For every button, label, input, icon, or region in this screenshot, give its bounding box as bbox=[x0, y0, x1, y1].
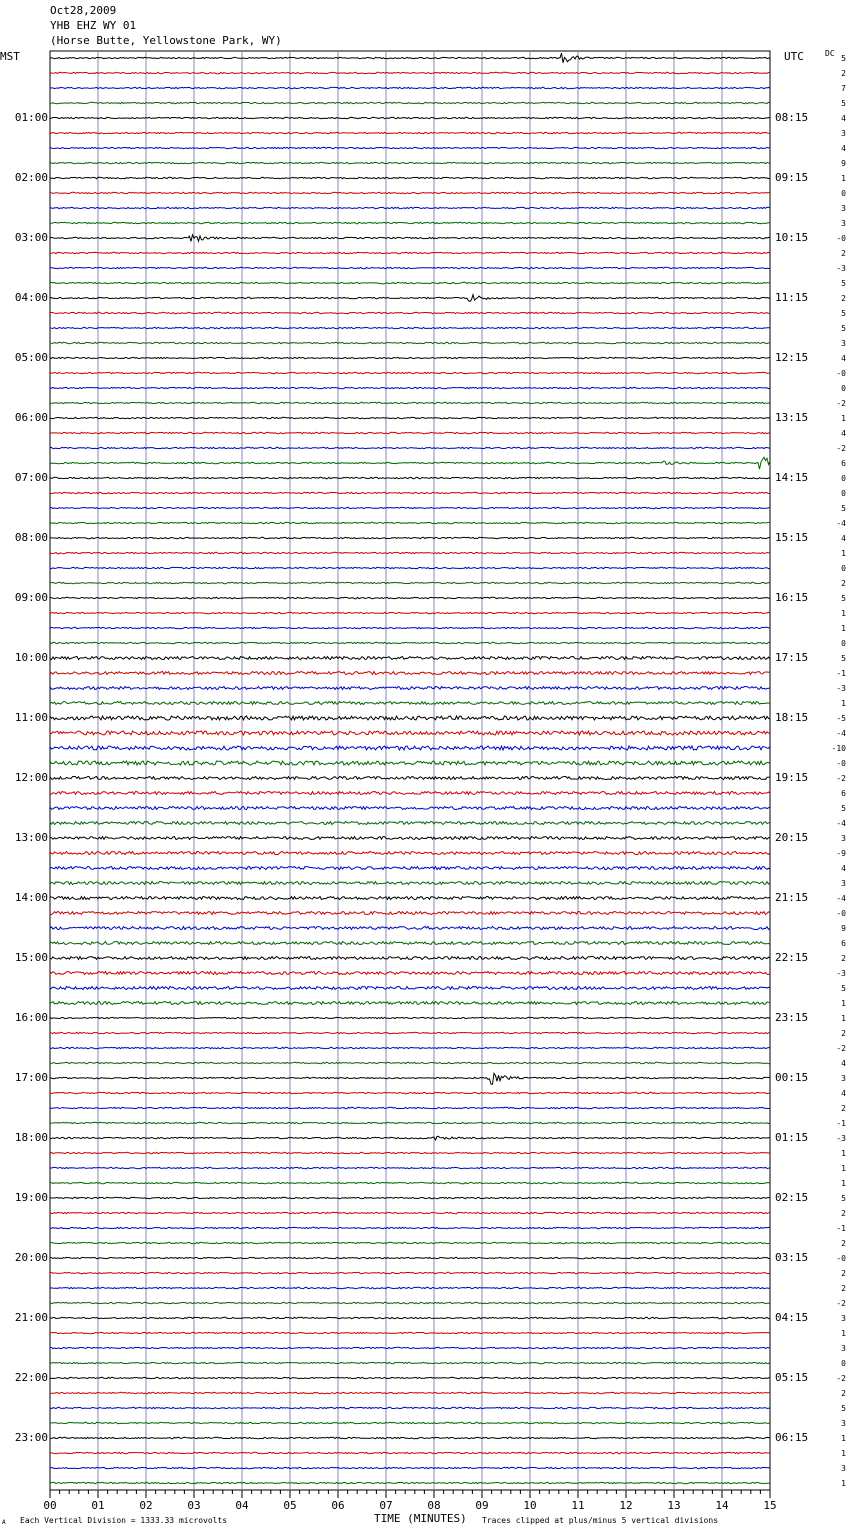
left-hour-label: 16:00 bbox=[14, 1011, 48, 1024]
dc-offset-label: 5 bbox=[841, 504, 846, 513]
trace-row bbox=[50, 1407, 770, 1408]
trace-row bbox=[50, 837, 770, 840]
dc-offset-label: 1 bbox=[841, 999, 846, 1008]
left-hour-label: 03:00 bbox=[14, 231, 48, 244]
trace-row bbox=[50, 235, 770, 242]
x-tick-label: 05 bbox=[283, 1499, 297, 1512]
dc-offset-label: -0 bbox=[836, 759, 846, 768]
left-hour-label: 07:00 bbox=[14, 471, 48, 484]
right-hour-label: 13:15 bbox=[775, 411, 809, 424]
trace-row bbox=[50, 702, 770, 705]
x-tick-label: 13 bbox=[667, 1499, 681, 1512]
trace-row bbox=[50, 1002, 770, 1005]
right-hour-label: 05:15 bbox=[775, 1371, 809, 1384]
trace-row bbox=[50, 1197, 770, 1198]
left-hour-label: 11:00 bbox=[14, 711, 48, 724]
trace-row bbox=[50, 822, 770, 825]
dc-offset-label: 2 bbox=[841, 294, 846, 303]
trace-row bbox=[50, 1062, 770, 1063]
dc-offset-label: 5 bbox=[841, 309, 846, 318]
dc-offset-label: -0 bbox=[836, 1254, 846, 1263]
dc-offset-label: -2 bbox=[836, 1044, 846, 1053]
dc-offset-label: 5 bbox=[841, 594, 846, 603]
dc-offset-label: 5 bbox=[841, 804, 846, 813]
right-hour-label: 04:15 bbox=[775, 1311, 809, 1324]
left-hour-label: 19:00 bbox=[14, 1191, 48, 1204]
dc-header-label: DC bbox=[825, 49, 835, 58]
trace-row bbox=[50, 1167, 770, 1168]
right-hour-label: 17:15 bbox=[775, 651, 809, 664]
dc-offset-label: -3 bbox=[836, 264, 846, 273]
dc-offset-label: 4 bbox=[841, 864, 846, 873]
dc-offset-label: 5 bbox=[841, 324, 846, 333]
dc-offset-label: -4 bbox=[836, 819, 846, 828]
dc-offset-label: -5 bbox=[836, 714, 846, 723]
dc-offset-label: 2 bbox=[841, 579, 846, 588]
dc-offset-label: -3 bbox=[836, 969, 846, 978]
trace-row bbox=[50, 492, 770, 493]
right-hour-label: 11:15 bbox=[775, 291, 809, 304]
trace-row bbox=[50, 852, 770, 855]
dc-offset-label: 4 bbox=[841, 534, 846, 543]
dc-offset-label: 6 bbox=[841, 789, 846, 798]
right-hour-label: 15:15 bbox=[775, 531, 809, 544]
trace-row bbox=[50, 746, 770, 750]
trace-row bbox=[50, 1017, 770, 1018]
left-hour-label: 20:00 bbox=[14, 1251, 48, 1264]
trace-row bbox=[50, 282, 770, 283]
trace-row bbox=[50, 957, 770, 960]
dc-offset-label: 5 bbox=[841, 54, 846, 63]
left-hour-label: 17:00 bbox=[14, 1071, 48, 1084]
trace-row bbox=[50, 867, 770, 870]
left-hour-label: 02:00 bbox=[14, 171, 48, 184]
dc-offset-label: 6 bbox=[841, 459, 846, 468]
dc-offset-label: -3 bbox=[836, 684, 846, 693]
dc-offset-label: 3 bbox=[841, 1314, 846, 1323]
dc-offset-label: 1 bbox=[841, 699, 846, 708]
dc-offset-label: -2 bbox=[836, 1299, 846, 1308]
trace-row bbox=[50, 342, 770, 343]
trace-row bbox=[50, 1122, 770, 1123]
dc-offset-label: 3 bbox=[841, 1464, 846, 1473]
dc-offset-label: 2 bbox=[841, 1029, 846, 1038]
trace-row bbox=[50, 477, 770, 478]
dc-offset-label: 1 bbox=[841, 1164, 846, 1173]
trace-row bbox=[50, 162, 770, 163]
x-tick-label: 12 bbox=[619, 1499, 633, 1512]
trace-row bbox=[50, 927, 770, 930]
trace-row bbox=[50, 612, 770, 613]
header-date: Oct28,2009 bbox=[50, 4, 117, 17]
trace-row bbox=[50, 507, 770, 508]
dc-offset-label: -2 bbox=[836, 774, 846, 783]
trace-row bbox=[50, 627, 770, 628]
left-hour-label: 12:00 bbox=[14, 771, 48, 784]
left-hour-label: 14:00 bbox=[14, 891, 48, 904]
trace-row bbox=[50, 537, 770, 538]
dc-offset-label: 5 bbox=[841, 984, 846, 993]
clip-note: Traces clipped at plus/minus 5 vertical divisions bbox=[482, 1516, 719, 1525]
trace-row bbox=[50, 402, 770, 403]
trace-row bbox=[50, 1287, 770, 1288]
left-hour-label: 23:00 bbox=[14, 1431, 48, 1444]
dc-offset-label: 3 bbox=[841, 129, 846, 138]
right-hour-label: 02:15 bbox=[775, 1191, 809, 1204]
dc-offset-label: 0 bbox=[841, 384, 846, 393]
dc-offset-label: 2 bbox=[841, 1269, 846, 1278]
dc-offset-label: 0 bbox=[841, 189, 846, 198]
dc-offset-label: 3 bbox=[841, 1344, 846, 1353]
dc-offset-label: -9 bbox=[836, 849, 846, 858]
right-hour-label: 03:15 bbox=[775, 1251, 809, 1264]
trace-row bbox=[50, 132, 770, 133]
dc-offset-label: 9 bbox=[841, 159, 846, 168]
trace-row bbox=[50, 117, 770, 118]
dc-offset-label: 4 bbox=[841, 114, 846, 123]
x-tick-label: 10 bbox=[523, 1499, 537, 1512]
dc-offset-label: 2 bbox=[841, 1389, 846, 1398]
dc-offset-label: 0 bbox=[841, 564, 846, 573]
dc-offset-label: 1 bbox=[841, 1179, 846, 1188]
trace-row bbox=[50, 731, 770, 735]
dc-offset-label: 5 bbox=[841, 1404, 846, 1413]
dc-offset-label: 1 bbox=[841, 549, 846, 558]
x-tick-label: 00 bbox=[43, 1499, 57, 1512]
trace-row bbox=[50, 457, 770, 469]
trace-row bbox=[50, 1332, 770, 1333]
dc-offset-label: -10 bbox=[831, 744, 846, 753]
trace-row bbox=[50, 1107, 770, 1108]
dc-offset-label: -1 bbox=[836, 1119, 846, 1128]
dc-offset-label: -1 bbox=[836, 1224, 846, 1233]
trace-row bbox=[50, 1047, 770, 1048]
trace-row bbox=[50, 327, 770, 328]
dc-offset-label: 1 bbox=[841, 609, 846, 618]
right-hour-label: 20:15 bbox=[775, 831, 809, 844]
trace-row bbox=[50, 252, 770, 253]
trace-row bbox=[50, 761, 770, 765]
trace-row bbox=[50, 1073, 770, 1084]
dc-offset-label: 6 bbox=[841, 939, 846, 948]
dc-offset-label: 2 bbox=[841, 1104, 846, 1113]
trace-row bbox=[50, 147, 770, 148]
right-hour-label: 21:15 bbox=[775, 891, 809, 904]
right-hour-label: 18:15 bbox=[775, 711, 809, 724]
trace-row bbox=[50, 1377, 770, 1378]
dc-offset-label: 3 bbox=[841, 1074, 846, 1083]
dc-offset-label: 9 bbox=[841, 924, 846, 933]
trace-row bbox=[50, 567, 770, 568]
dc-offset-label: 4 bbox=[841, 1089, 846, 1098]
trace-row bbox=[50, 792, 770, 795]
right-hour-label: 22:15 bbox=[775, 951, 809, 964]
dc-offset-label: 2 bbox=[841, 1284, 846, 1293]
trace-row bbox=[50, 1482, 770, 1483]
trace-row bbox=[50, 1136, 770, 1140]
trace-row bbox=[50, 267, 770, 268]
trace-row bbox=[50, 807, 770, 810]
corner-mark: A bbox=[2, 1519, 6, 1526]
dc-offset-label: 7 bbox=[841, 84, 846, 93]
trace-row bbox=[50, 687, 770, 690]
left-hour-label: 18:00 bbox=[14, 1131, 48, 1144]
dc-offset-label: -4 bbox=[836, 894, 846, 903]
trace-row bbox=[50, 582, 770, 583]
trace-row bbox=[50, 1182, 770, 1183]
dc-offset-label: 0 bbox=[841, 489, 846, 498]
dc-offset-label: 3 bbox=[841, 879, 846, 888]
trace-row bbox=[50, 1392, 770, 1393]
trace-row bbox=[50, 1152, 770, 1153]
dc-offset-label: 1 bbox=[841, 414, 846, 423]
dc-offset-label: 3 bbox=[841, 1419, 846, 1428]
left-hour-label: 22:00 bbox=[14, 1371, 48, 1384]
x-tick-label: 01 bbox=[91, 1499, 105, 1512]
right-hour-label: 01:15 bbox=[775, 1131, 809, 1144]
dc-offset-label: 1 bbox=[841, 174, 846, 183]
dc-offset-label: -0 bbox=[836, 234, 846, 243]
trace-row bbox=[50, 972, 770, 975]
dc-offset-label: 0 bbox=[841, 639, 846, 648]
x-tick-label: 03 bbox=[187, 1499, 201, 1512]
right-hour-label: 12:15 bbox=[775, 351, 809, 364]
dc-offset-label: -0 bbox=[836, 369, 846, 378]
left-hour-label: 15:00 bbox=[14, 951, 48, 964]
x-tick-label: 02 bbox=[139, 1499, 153, 1512]
trace-row bbox=[50, 207, 770, 208]
left-timezone-label: MST bbox=[0, 50, 20, 63]
trace-row bbox=[50, 716, 770, 720]
trace-row bbox=[50, 1437, 770, 1438]
dc-offset-label: 1 bbox=[841, 1014, 846, 1023]
trace-row bbox=[50, 1467, 770, 1468]
trace-row bbox=[50, 222, 770, 223]
trace-row bbox=[50, 1452, 770, 1453]
left-hour-label: 01:00 bbox=[14, 111, 48, 124]
right-hour-label: 09:15 bbox=[775, 171, 809, 184]
trace-row bbox=[50, 672, 770, 675]
trace-row bbox=[50, 312, 770, 313]
right-hour-label: 08:15 bbox=[775, 111, 809, 124]
trace-row bbox=[50, 882, 770, 885]
dc-offset-label: 5 bbox=[841, 1194, 846, 1203]
trace-row bbox=[50, 417, 770, 418]
trace-row bbox=[50, 72, 770, 73]
x-tick-label: 09 bbox=[475, 1499, 489, 1512]
dc-offset-label: 3 bbox=[841, 204, 846, 213]
right-timezone-label: UTC bbox=[784, 50, 804, 63]
dc-offset-label: -2 bbox=[836, 399, 846, 408]
trace-row bbox=[50, 777, 770, 780]
dc-offset-label: -4 bbox=[836, 519, 846, 528]
trace-row bbox=[50, 177, 770, 178]
dc-offset-label: 1 bbox=[841, 1149, 846, 1158]
dc-offset-label: 5 bbox=[841, 654, 846, 663]
right-hour-label: 00:15 bbox=[775, 1071, 809, 1084]
trace-row bbox=[50, 1257, 770, 1258]
trace-row bbox=[50, 942, 770, 945]
trace-row bbox=[50, 102, 770, 103]
dc-offset-label: -1 bbox=[836, 669, 846, 678]
dc-offset-label: 3 bbox=[841, 834, 846, 843]
right-hour-label: 14:15 bbox=[775, 471, 809, 484]
dc-offset-label: 4 bbox=[841, 354, 846, 363]
dc-offset-label: -2 bbox=[836, 444, 846, 453]
trace-row bbox=[50, 447, 770, 448]
trace-row bbox=[50, 1092, 770, 1093]
dc-offset-label: 1 bbox=[841, 1449, 846, 1458]
right-hour-label: 23:15 bbox=[775, 1011, 809, 1024]
left-hour-label: 21:00 bbox=[14, 1311, 48, 1324]
left-hour-label: 04:00 bbox=[14, 291, 48, 304]
left-hour-label: 08:00 bbox=[14, 531, 48, 544]
dc-offset-label: -4 bbox=[836, 729, 846, 738]
trace-row bbox=[50, 897, 770, 900]
header-location: (Horse Butte, Yellowstone Park, WY) bbox=[50, 34, 282, 47]
x-tick-label: 04 bbox=[235, 1499, 249, 1512]
trace-row bbox=[50, 295, 770, 302]
left-hour-label: 13:00 bbox=[14, 831, 48, 844]
trace-row bbox=[50, 1032, 770, 1033]
trace-row bbox=[50, 642, 770, 643]
trace-row bbox=[50, 1347, 770, 1348]
trace-row bbox=[50, 987, 770, 990]
dc-offset-label: 2 bbox=[841, 69, 846, 78]
x-tick-label: 08 bbox=[427, 1499, 441, 1512]
dc-offset-label: 2 bbox=[841, 1209, 846, 1218]
dc-offset-label: -0 bbox=[836, 909, 846, 918]
dc-offset-label: 1 bbox=[841, 1479, 846, 1488]
trace-row bbox=[50, 87, 770, 88]
dc-offset-label: 5 bbox=[841, 99, 846, 108]
trace-row bbox=[50, 657, 770, 660]
dc-offset-label: 2 bbox=[841, 1239, 846, 1248]
right-hour-label: 06:15 bbox=[775, 1431, 809, 1444]
right-hour-label: 10:15 bbox=[775, 231, 809, 244]
dc-offset-label: 0 bbox=[841, 474, 846, 483]
dc-offset-label: 3 bbox=[841, 219, 846, 228]
left-hour-label: 05:00 bbox=[14, 351, 48, 364]
right-hour-label: 16:15 bbox=[775, 591, 809, 604]
x-tick-label: 07 bbox=[379, 1499, 393, 1512]
dc-offset-label: 2 bbox=[841, 249, 846, 258]
left-hour-label: 06:00 bbox=[14, 411, 48, 424]
dc-offset-label: 4 bbox=[841, 1059, 846, 1068]
dc-offset-label: 1 bbox=[841, 1434, 846, 1443]
trace-row bbox=[50, 597, 770, 598]
trace-row bbox=[50, 53, 770, 63]
x-tick-label: 06 bbox=[331, 1499, 345, 1512]
trace-row bbox=[50, 912, 770, 915]
trace-row bbox=[50, 1362, 770, 1363]
right-hour-label: 19:15 bbox=[775, 771, 809, 784]
dc-offset-label: 3 bbox=[841, 339, 846, 348]
trace-row bbox=[50, 1212, 770, 1213]
trace-row bbox=[50, 1422, 770, 1423]
trace-row bbox=[50, 1302, 770, 1303]
trace-row bbox=[50, 432, 770, 433]
trace-row bbox=[50, 522, 770, 523]
dc-offset-label: 4 bbox=[841, 144, 846, 153]
trace-row bbox=[50, 372, 770, 373]
dc-offset-label: -2 bbox=[836, 1374, 846, 1383]
scale-note: Each Vertical Division = 1333.33 microvolts bbox=[20, 1516, 228, 1525]
header-station: YHB EHZ WY 01 bbox=[50, 19, 137, 32]
trace-row bbox=[50, 1272, 770, 1273]
left-hour-label: 09:00 bbox=[14, 591, 48, 604]
trace-row bbox=[50, 192, 770, 193]
dc-offset-label: -3 bbox=[836, 1134, 846, 1143]
x-tick-label: 15 bbox=[763, 1499, 777, 1512]
dc-offset-label: 5 bbox=[841, 279, 846, 288]
trace-row bbox=[50, 357, 770, 358]
left-hour-label: 10:00 bbox=[14, 651, 48, 664]
dc-offset-label: 0 bbox=[841, 1359, 846, 1368]
dc-offset-label: 2 bbox=[841, 954, 846, 963]
trace-row bbox=[50, 1227, 770, 1228]
dc-offset-label: 1 bbox=[841, 1329, 846, 1338]
x-tick-label: 11 bbox=[571, 1499, 585, 1512]
dc-offset-label: 1 bbox=[841, 624, 846, 633]
dc-offset-label: 4 bbox=[841, 429, 846, 438]
x-tick-label: 14 bbox=[715, 1499, 729, 1512]
trace-row bbox=[50, 387, 770, 388]
trace-row bbox=[50, 552, 770, 553]
trace-row bbox=[50, 1242, 770, 1243]
trace-row bbox=[50, 1317, 770, 1318]
x-axis-title: TIME (MINUTES) bbox=[374, 1512, 467, 1525]
